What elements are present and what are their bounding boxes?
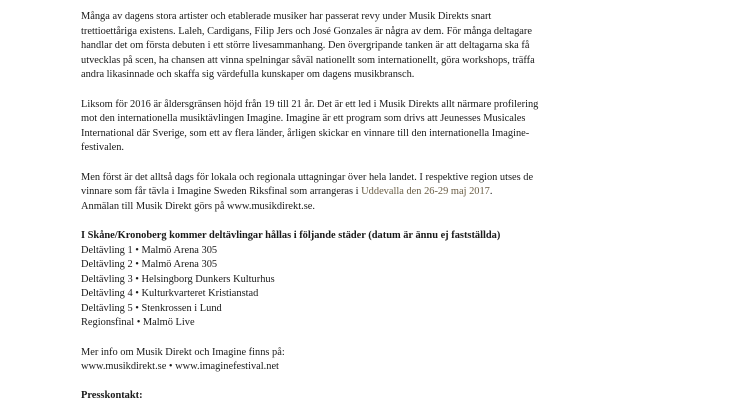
paragraph-line: Många av dagens stora artister och etablerade musiker har passerat revy under Musik Direkts snart xyxy=(81,11,492,22)
document-page xyxy=(81,10,661,419)
paragraph-line: Liksom för 2016 är åldersgränsen höjd från 19 till 21 år. Det är ett led i Musik Direkts allt närmare profilering xyxy=(81,98,539,110)
website-links: www.musikdirekt.se • www.imaginefestival.net xyxy=(81,361,279,373)
schedule-item: Deltävling 2 • Malmö Arena 305 xyxy=(81,259,218,271)
paragraph-line: Men först är det alltså dags för lokala och regionala uttagningar över hela landet. I respektive region utses de xyxy=(81,171,534,183)
schedule-item: Deltävling 5 • Stenkrossen i Lund xyxy=(81,302,222,314)
paragraph-line: festivalen. xyxy=(81,142,124,154)
intro-paragraph xyxy=(81,10,661,83)
schedule-section xyxy=(81,229,661,331)
schedule-item: Deltävling 3 • Helsingborg Dunkers Kulturhus xyxy=(81,273,275,285)
paragraph-line: mot den internationella musiktävlingen Imagine. Imagine är ett program som drivs att Jeunesses Musicales xyxy=(81,113,526,125)
final-date-highlight: Uddevalla den 26-29 maj 2017 xyxy=(361,186,490,198)
line-text: . xyxy=(489,186,493,198)
paragraph-line: International där Sverige, som ett av flera länder, årligen skickar en vinnare till den internationella Imagine- xyxy=(81,127,530,139)
schedule-item: Deltävling 4 • Kulturkvarteret Kristianstad xyxy=(81,288,259,300)
line-text: vinnare som får tävla i Imagine Sweden Riksfinal som arrangeras i xyxy=(81,186,362,198)
paragraph-line: utvecklas på scen, ha chansen att vinna spelningar såväl nationellt som internationellt, göra workshops, träffa xyxy=(81,54,535,66)
registration-line: Anmälan till Musik Direkt görs på www.musikdirekt.se. xyxy=(81,200,315,212)
schedule-item: Regionsfinal • Malmö Live xyxy=(81,317,195,329)
qualifiers-paragraph xyxy=(81,171,661,215)
paragraph-line: trettioettåriga existens. Laleh, Cardigans, Filip Jers och José Gonzales är några av dem. För många deltagare xyxy=(81,25,532,37)
schedule-heading: I Skåne/Kronoberg kommer deltävlingar hållas i följande städer (datum är ännu ej fastställda) xyxy=(81,229,501,241)
paragraph-line: handlar det om första debuten i ett större livesammanhang. Den övergripande tanken är att deltagarna ska få xyxy=(81,40,530,52)
press-section xyxy=(81,389,661,404)
age-limit-paragraph xyxy=(81,98,661,156)
press-contact-heading: Presskontakt: xyxy=(81,390,143,402)
paragraph-line xyxy=(81,185,661,200)
schedule-item: Deltävling 1 • Malmö Arena 305 xyxy=(81,244,218,256)
paragraph-line: andra likasinnade och skaffa sig värdefulla kunskaper om dagens musikbransch. xyxy=(81,69,415,81)
more-info-section xyxy=(81,346,661,375)
more-info-text: Mer info om Musik Direkt och Imagine finns på: xyxy=(81,346,285,358)
